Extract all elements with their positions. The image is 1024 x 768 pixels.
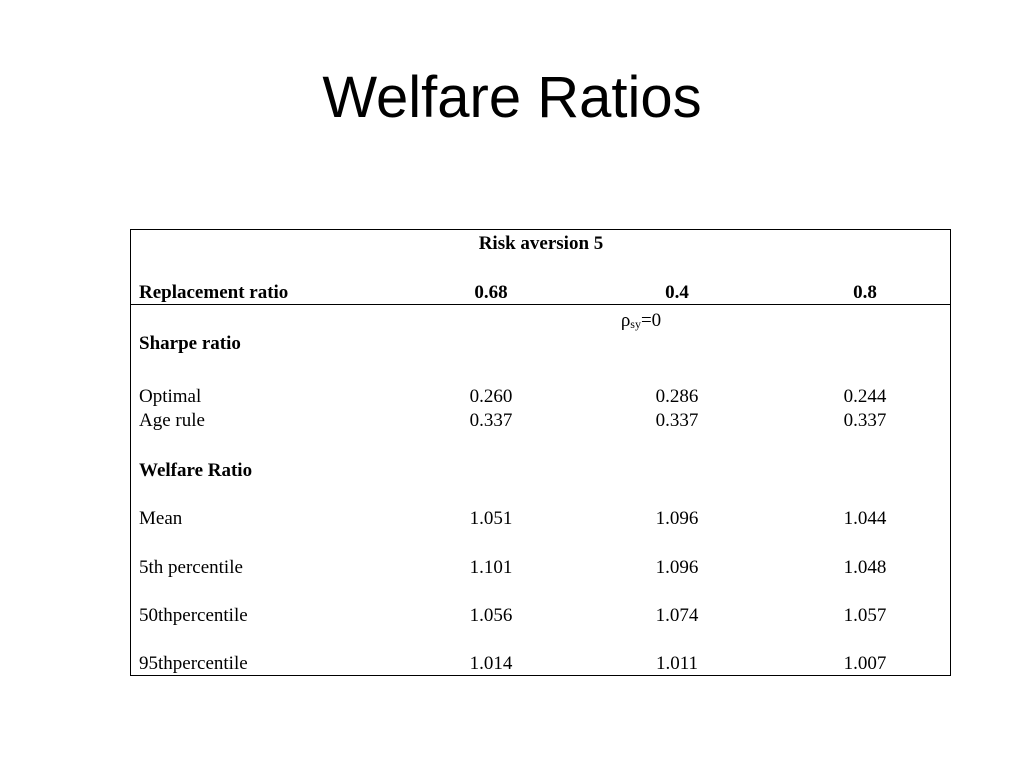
row-label-50th-percentile: 50thpercentile [139, 605, 248, 626]
rho-sy-label [591, 310, 691, 332]
cell-50th-percentile-1: 1.056 [469, 605, 513, 626]
cell-age-rule-3: 0.337 [843, 410, 887, 431]
slide-title: Welfare Ratios [322, 65, 702, 130]
row-label-95th-percentile: 95thpercentile [139, 653, 248, 674]
cell-50th-percentile-2: 1.074 [655, 605, 699, 626]
cell-5th-percentile-3: 1.048 [843, 557, 887, 578]
row-label-age-rule: Age rule [139, 410, 205, 431]
row-label-5th-percentile: 5th percentile [139, 557, 243, 578]
cell-optimal-2: 0.286 [655, 386, 699, 407]
replacement-ratio-col-2: 0.4 [665, 282, 689, 303]
replacement-ratio-col-3: 0.8 [853, 282, 877, 303]
rho-symbol: ρ [620, 310, 631, 331]
cell-mean-3: 1.044 [843, 508, 887, 529]
cell-age-rule-2: 0.337 [655, 410, 699, 431]
sharpe-ratio-section-label: Sharpe ratio [139, 333, 241, 354]
cell-age-rule-1: 0.337 [469, 410, 513, 431]
risk-aversion-header: Risk aversion 5 [478, 233, 604, 254]
rho-value: =0 [640, 310, 662, 331]
welfare-table [130, 229, 951, 676]
welfare-ratio-section-label: Welfare Ratio [139, 460, 253, 481]
cell-optimal-1: 0.260 [469, 386, 513, 407]
cell-mean-1: 1.051 [469, 508, 513, 529]
cell-95th-percentile-1: 1.014 [469, 653, 513, 674]
cell-95th-percentile-3: 1.007 [843, 653, 887, 674]
rho-subscript: sy [630, 317, 641, 331]
replacement-ratio-label: Replacement ratio [139, 282, 289, 303]
row-label-optimal: Optimal [139, 386, 202, 407]
cell-5th-percentile-1: 1.101 [469, 557, 513, 578]
header-divider [131, 304, 950, 305]
cell-5th-percentile-2: 1.096 [655, 557, 699, 578]
row-label-mean: Mean [139, 508, 183, 529]
cell-mean-2: 1.096 [655, 508, 699, 529]
cell-95th-percentile-2: 1.011 [655, 653, 699, 674]
cell-50th-percentile-3: 1.057 [843, 605, 887, 626]
replacement-ratio-col-1: 0.68 [474, 282, 508, 303]
cell-optimal-3: 0.244 [843, 386, 887, 407]
